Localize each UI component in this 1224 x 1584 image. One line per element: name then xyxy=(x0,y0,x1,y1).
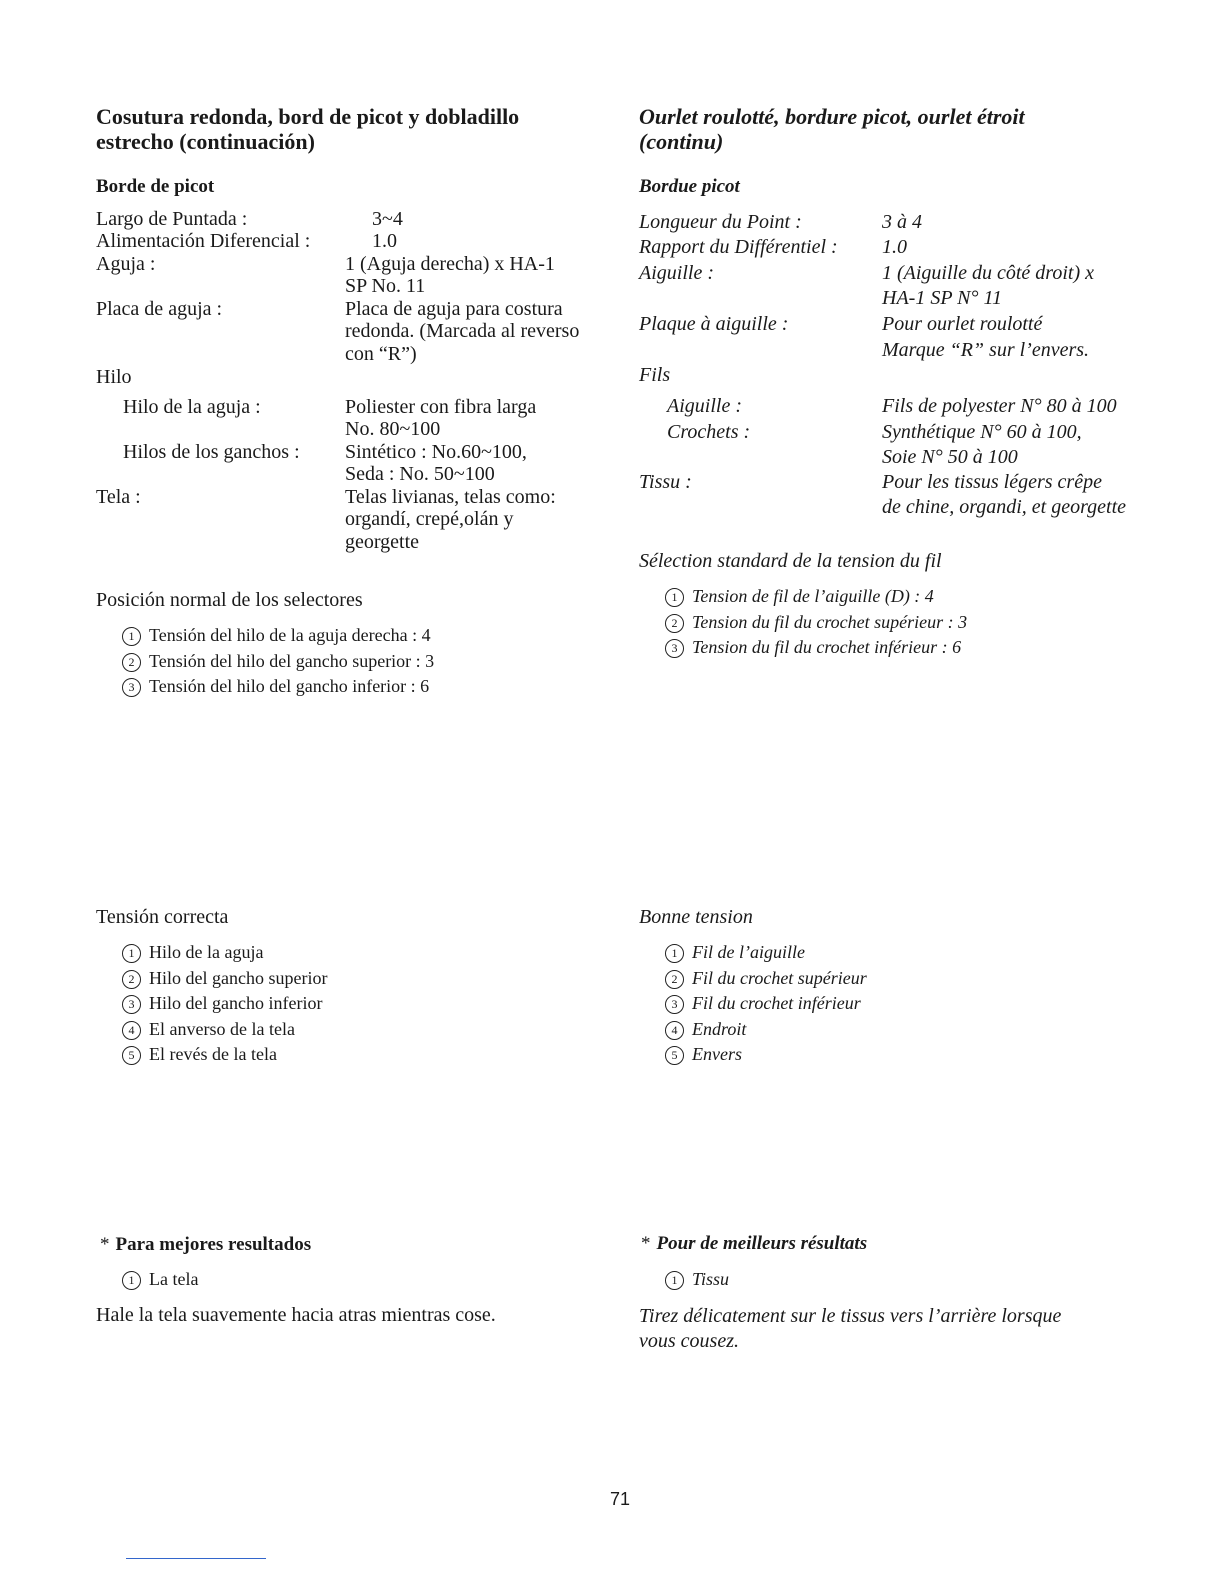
circled-number: 2 xyxy=(665,970,684,989)
list-item-text: Tensión del hilo del gancho inferior : 6 xyxy=(149,676,430,696)
es-correct-heading: Tensión correcta xyxy=(96,906,229,928)
list-item-text: La tela xyxy=(149,1269,199,1289)
circled-number: 4 xyxy=(665,1021,684,1040)
es-needle-thread-label: Hilo de la aguja : xyxy=(123,396,261,418)
es-needle-value-1: 1 (Aguja derecha) x HA-1 xyxy=(345,253,555,275)
circled-number: 1 xyxy=(122,1271,141,1290)
list-item-text: Envers xyxy=(692,1044,742,1064)
circled-number: 1 xyxy=(122,944,141,963)
fr-best-text xyxy=(639,1304,1061,1354)
fr-fabric-value-1: Pour les tissus légers crêpe xyxy=(882,471,1102,493)
circled-number: 2 xyxy=(122,653,141,672)
circled-number: 1 xyxy=(665,1271,684,1290)
fr-title-line1: Ourlet roulotté, bordure picot, ourlet étroit xyxy=(639,104,1025,129)
fr-fabric-value-2: de chine, organdi, et georgette xyxy=(882,496,1127,518)
circled-number: 1 xyxy=(122,627,141,646)
fr-looper-threads-label: Crochets : xyxy=(667,421,751,443)
es-fabric-value-2: organdí, crepé,olán y xyxy=(345,508,514,530)
circled-number: 5 xyxy=(122,1046,141,1065)
list-item xyxy=(665,1042,867,1068)
fr-best-text-line2: vous cousez. xyxy=(639,1330,739,1352)
circled-number: 1 xyxy=(665,944,684,963)
fr-stitch-length-value: 3 à 4 xyxy=(882,211,922,233)
list-item-text: Fil de l’aiguille xyxy=(692,942,805,962)
fr-stitch-length-label: Longueur du Point : xyxy=(639,211,802,233)
fr-plate-label: Plaque à aiguille : xyxy=(639,313,789,335)
fr-best-heading-text: Pour de meilleurs résultats xyxy=(656,1233,868,1254)
fr-fabric-label: Tissu : xyxy=(639,471,692,493)
es-stitch-length-value: 3~4 xyxy=(372,208,403,230)
es-looper-threads-label: Hilos de los ganchos : xyxy=(123,441,300,463)
es-plate-label: Placa de aguja : xyxy=(96,298,223,320)
fr-thread-label: Fils xyxy=(639,364,671,386)
circled-number: 3 xyxy=(122,995,141,1014)
list-item-text: Fil du crochet inférieur xyxy=(692,993,861,1013)
es-needle-thread-value-2: No. 80~100 xyxy=(345,418,441,440)
es-tension-heading: Posición normal de los selectores xyxy=(96,589,363,611)
list-item xyxy=(122,991,327,1017)
circled-number: 2 xyxy=(122,970,141,989)
es-best-list xyxy=(122,1267,198,1293)
es-correct-list xyxy=(122,940,327,1068)
list-item xyxy=(665,1267,729,1293)
es-needle-label: Aguja : xyxy=(96,253,156,275)
fr-plate-value-2: Marque “R” sur l’envers. xyxy=(882,339,1090,361)
fr-title xyxy=(639,104,1025,154)
list-item-text: Tensión del hilo de la aguja derecha : 4 xyxy=(149,625,431,645)
es-best-heading xyxy=(100,1234,311,1256)
list-item-text: Tissu xyxy=(692,1269,730,1289)
list-item xyxy=(665,1017,867,1043)
fr-plate-value-1: Pour ourlet roulotté xyxy=(882,313,1043,335)
fr-title-line2: (continu) xyxy=(639,129,724,154)
fr-tension-heading: Sélection standard de la tension du fil xyxy=(639,550,942,572)
fr-correct-list xyxy=(665,940,867,1068)
fr-best-list xyxy=(665,1267,729,1293)
list-item xyxy=(122,674,434,700)
es-thread-label: Hilo xyxy=(96,366,132,388)
list-item-text: Endroit xyxy=(692,1018,747,1039)
circled-number: 3 xyxy=(665,639,684,658)
list-item-text: Tension de fil de l’aiguille (D) : 4 xyxy=(692,586,934,606)
es-best-text: Hale la tela suavemente hacia atras mientras cose. xyxy=(96,1304,496,1326)
fr-correct-heading: Bonne tension xyxy=(639,906,753,928)
es-needle-value-2: SP No. 11 xyxy=(345,275,426,297)
fr-best-text-line1: Tirez délicatement sur le tissus vers l’arrière lorsque xyxy=(639,1305,1062,1327)
fr-needle-label: Aiguille : xyxy=(639,262,714,284)
circled-number: 5 xyxy=(665,1046,684,1065)
footer-rule xyxy=(126,1558,266,1559)
circled-number: 4 xyxy=(122,1021,141,1040)
fr-needle-thread-label: Aiguille : xyxy=(667,395,742,417)
es-fabric-value-3: georgette xyxy=(345,531,420,553)
list-item xyxy=(665,610,967,636)
list-item xyxy=(665,584,967,610)
asterisk: * xyxy=(100,1234,110,1255)
list-item-text: El anverso de la tela xyxy=(149,1018,295,1039)
fr-tension-list xyxy=(665,584,967,661)
es-differential-label: Alimentación Diferencial : xyxy=(96,230,311,252)
fr-needle-thread-value: Fils de polyester N° 80 à 100 xyxy=(882,395,1117,417)
es-differential-value: 1.0 xyxy=(372,230,397,252)
fr-differential-value: 1.0 xyxy=(882,236,907,258)
fr-looper-threads-value-2: Soie N° 50 à 100 xyxy=(882,446,1018,468)
fr-spec-table xyxy=(639,211,1199,531)
list-item xyxy=(122,940,327,966)
es-plate-value-2: redonda. (Marcada al reverso xyxy=(345,320,580,342)
es-needle-thread-value-1: Poliester con fibra larga xyxy=(345,396,537,418)
circled-number: 1 xyxy=(665,588,684,607)
list-item xyxy=(122,1267,198,1293)
list-item xyxy=(122,1017,327,1043)
es-fabric-value-1: Telas livianas, telas como: xyxy=(345,486,556,508)
circled-number: 2 xyxy=(665,614,684,633)
list-item xyxy=(665,966,867,992)
fr-needle-value-1: 1 (Aiguille du côté droit) x xyxy=(882,262,1094,284)
list-item xyxy=(122,649,434,675)
asterisk: * xyxy=(641,1233,651,1254)
es-plate-value-1: Placa de aguja para costura xyxy=(345,298,563,320)
list-item-text: Hilo del gancho inferior xyxy=(149,993,323,1013)
list-item xyxy=(665,635,967,661)
fr-best-heading xyxy=(641,1233,867,1255)
fr-differential-label: Rapport du Différentiel : xyxy=(639,236,838,258)
circled-number: 3 xyxy=(122,678,141,697)
es-fabric-label: Tela : xyxy=(96,486,141,508)
es-looper-threads-value-2: Seda : No. 50~100 xyxy=(345,463,495,485)
es-looper-threads-value-1: Sintético : No.60~100, xyxy=(345,441,527,463)
es-tension-list xyxy=(122,623,434,700)
fr-needle-value-2: HA-1 SP N° 11 xyxy=(882,287,1003,309)
list-item-text: Tension du fil du crochet supérieur : 3 xyxy=(692,611,968,632)
es-best-heading-text: Para mejores resultados xyxy=(115,1234,312,1255)
fr-subtitle: Bordue picot xyxy=(639,176,740,197)
fr-looper-threads-value-1: Synthétique N° 60 à 100, xyxy=(882,421,1082,443)
list-item xyxy=(122,1042,327,1068)
page-number: 71 xyxy=(610,1489,631,1509)
circled-number: 3 xyxy=(665,995,684,1014)
list-item xyxy=(122,623,434,649)
list-item-text: Tensión del hilo del gancho superior : 3 xyxy=(149,650,435,671)
es-title-line1: Cosutura redonda, bord de picot y dobladillo xyxy=(96,104,520,129)
list-item-text: El revés de la tela xyxy=(149,1044,277,1064)
list-item-text: Fil du crochet supérieur xyxy=(692,967,867,988)
list-item-text: Hilo del gancho superior xyxy=(149,967,328,988)
es-spec-table xyxy=(96,208,616,558)
es-subtitle: Borde de picot xyxy=(96,176,215,197)
es-plate-value-3: con “R”) xyxy=(345,343,417,365)
es-stitch-length-label: Largo de Puntada : xyxy=(96,208,248,230)
list-item xyxy=(665,940,867,966)
list-item xyxy=(122,966,327,992)
list-item-text: Hilo de la aguja xyxy=(149,942,264,962)
list-item xyxy=(665,991,867,1017)
list-item-text: Tension du fil du crochet inférieur : 6 xyxy=(692,637,962,657)
es-title xyxy=(96,104,519,154)
es-title-line2: estrecho (continuación) xyxy=(96,129,315,154)
